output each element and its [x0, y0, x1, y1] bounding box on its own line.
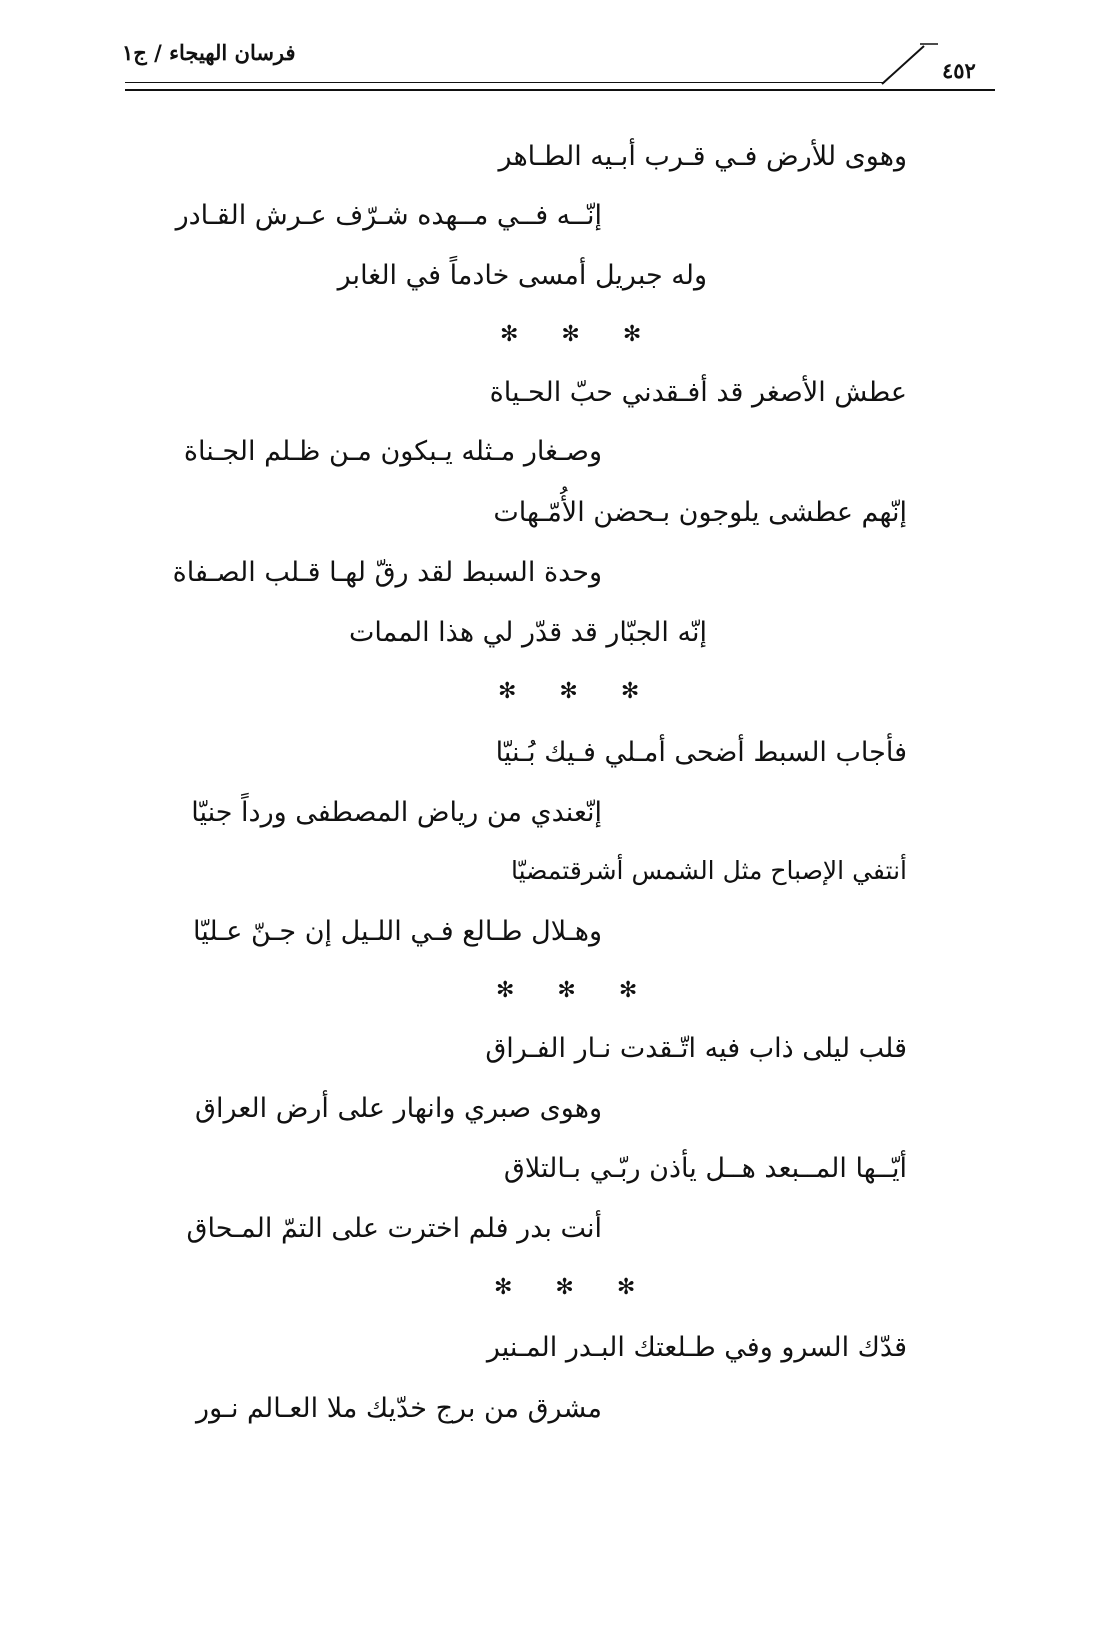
verse-line: أيّــها المــبعد هــل يأذن ربّـي بـالتلاق	[503, 1153, 907, 1184]
verse-line: إنّهم عطشى يلوجون بـحضن الأُمّـهات	[493, 497, 907, 528]
verse-line: وهـلال طـالع فـي اللـيل إن جـنّ عـليّا	[193, 916, 602, 947]
header-rule	[125, 89, 995, 91]
verse-line: إنّــه فــي مــهده شـرّف عـرش القـادر	[175, 200, 602, 231]
verse-line: إنّعندي من رياض المصطفى ورداً جنيّا	[191, 797, 602, 828]
verse-line: مشرق من برج خدّيك ملا العـالم نـور	[196, 1393, 602, 1424]
stanza-separator: ✻ ✻ ✻	[496, 978, 656, 1003]
verse-line: وله جبريل أمسى خادماً في الغابر	[337, 260, 707, 291]
stanza-separator: ✻ ✻ ✻	[500, 322, 660, 347]
verse-line: وحدة السبط لقد رقّ لهـا قـلب الصـفاة	[172, 557, 602, 588]
verse-line: فأجاب السبط أضحى أمـلي فـيك بُـنيّا	[495, 737, 907, 768]
page-number: ٤٥٢	[942, 58, 976, 83]
header-thin-rule	[125, 82, 885, 83]
stanza-separator: ✻ ✻ ✻	[498, 679, 658, 704]
verse-line: أنتفي الإصباح مثل الشمس أشرقتمضيّا	[511, 856, 907, 885]
verse-line: وصـغار مـثله يـبكون مـن ظـلم الجـناة	[183, 436, 602, 467]
verse-line: إنّه الجبّار قد قدّر لي هذا الممات	[349, 617, 707, 648]
verse-line: أنت بدر فلم اخترت على التمّ المـحاق	[186, 1213, 602, 1244]
running-header-title: فرسان الهيجاء / ج١	[122, 40, 296, 65]
verse-line: عطش الأصغر قد أفـقدني حبّ الحـياة	[489, 377, 907, 408]
verse-line: قدّك السرو وفي طـلعتك البـدر المـنير	[486, 1332, 907, 1363]
verse-line: وهوى للأرض فـي قـرب أبـيه الطـاهر	[498, 141, 907, 172]
stanza-separator: ✻ ✻ ✻	[494, 1275, 654, 1300]
header-ornament	[880, 40, 940, 88]
verse-line: وهوى صبري وانهار على أرض العراق	[195, 1093, 602, 1124]
verse-line: قلب ليلى ذاب فيه اتّـقدت نـار الفـراق	[485, 1033, 907, 1064]
